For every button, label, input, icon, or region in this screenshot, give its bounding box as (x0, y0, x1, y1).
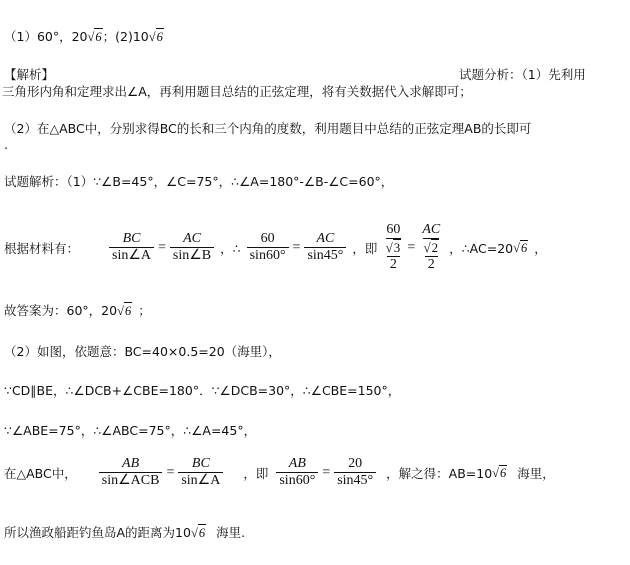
solution-line6: ∵∠ABE=75°，∴∠ABC=75°，∴∠A=45°， (4, 423, 257, 438)
answer-recap: 故答案为：60°，20 (4, 303, 118, 318)
solution-line5: ∵CD∥BE，∴∠DCB+∠CBE=180°．∵∠DCB=30°，∴∠CBE=150°， (4, 383, 401, 398)
solution-line1: 试题解析：（1）∵∠B=45°，∠C=75°，∴∠A=180°-∠B-∠C=60°， (4, 174, 394, 189)
sqrt-6: √6 (492, 465, 507, 480)
triangle-label: 在△ABC中， (4, 465, 77, 481)
fraction-20-sin45: $\frac{20}{\sin 45^\circ}$ (334, 456, 376, 489)
solution-line7: 在△ABC中， $\frac{AB}{\text{sin∠ACB}}$ = $\frac{BC}{\sin\angle A}$ ，即 $\frac{AB}{\sin 60^\circ}$ = $\frac{20}{\sin 45^\circ}$ ，解之得：AB=10 √6 海里， (4, 456, 555, 488)
fraction-ac-sin45: $\frac{AC}{\sin 45^\circ}$ (304, 231, 346, 264)
unit: 海里. (216, 525, 246, 540)
separator: ，∴ (220, 240, 241, 256)
conclusion: 所以渔政船距钓鱼岛A的距离为10 (4, 525, 191, 540)
sqrt-6: √6 (117, 304, 132, 318)
sqrt-6: √6 (148, 30, 163, 44)
sqrt-6: √6 (190, 526, 206, 540)
unit: 海里， (517, 465, 555, 481)
fraction-60-sqrt3-over-2: $\frac{60}{\frac{√3}{2}}$ (385, 222, 401, 272)
fraction-60-sin60: $\frac{60}{\sin 60^\circ}$ (247, 231, 289, 264)
punct: ， (534, 240, 547, 256)
punct: ； (138, 303, 151, 318)
sqrt-6: √6 (87, 30, 102, 44)
analysis-title: 试题分析：（1）先利用 (459, 67, 586, 82)
fraction-ac-sinb: $\frac{AC}{\sin\angle B}$ (170, 231, 214, 264)
analysis-line2-end: . (4, 137, 8, 152)
ac-result: ，∴AC=20 (449, 240, 514, 256)
solution-line8 (4, 524, 245, 541)
sqrt-6: √6 (513, 240, 528, 255)
answer-part2: ；(2)10 (102, 29, 149, 44)
material-label: 根据材料有： (4, 240, 80, 256)
fraction-bc-sina: $\frac{BC}{\sin\angle A}$ (109, 231, 154, 264)
fraction-ac-sqrt2-over-2: $\frac{AC}{\frac{√2}{2}}$ (422, 222, 441, 272)
fraction-ab-sin60: $\frac{AB}{\sin 60^\circ}$ (276, 456, 318, 489)
solution-line4: （2）如图，依题意：BC=40×0.5=20（海里）， (4, 344, 281, 359)
answer-part1: （1）60°，20 (4, 29, 88, 44)
solution-line3 (4, 302, 151, 319)
analysis-line1: 三角形内角和定理求出∠A，再利用题目总结的正弦定理，将有关数据代入求解即可； (2, 84, 472, 99)
fraction-bc-sina-2: $\frac{BC}{\sin\angle A}$ (178, 456, 223, 489)
separator: ，即 (243, 465, 269, 481)
analysis-line2: （2）在△ABC中，分别求得BC的长和三个内角的度数，利用题目中总结的正弦定理AB的长即可 (4, 121, 532, 136)
solution-line2: 根据材料有： $\frac{BC}{\sin\angle A}$ = $\frac{AC}{\sin\angle B}$ ，∴ $\frac{60}{\sin 60^\circ}$ = $\frac{AC}{\sin 45^\circ}$ ，即 $\frac{60}{\frac{√3}{2}}$ = $\frac{AC}{\frac{√2}{2}}$ ，∴AC=20 √6 ， (4, 222, 547, 272)
fraction-ab-sinacb: $\frac{AB}{\text{sin∠ACB}}$ (99, 456, 163, 489)
separator: ，即 (352, 240, 378, 256)
answer-line (4, 28, 164, 45)
ab-solve: ，解之得：AB=10 (386, 465, 493, 481)
analysis-tag: 【解析】 (4, 67, 55, 82)
